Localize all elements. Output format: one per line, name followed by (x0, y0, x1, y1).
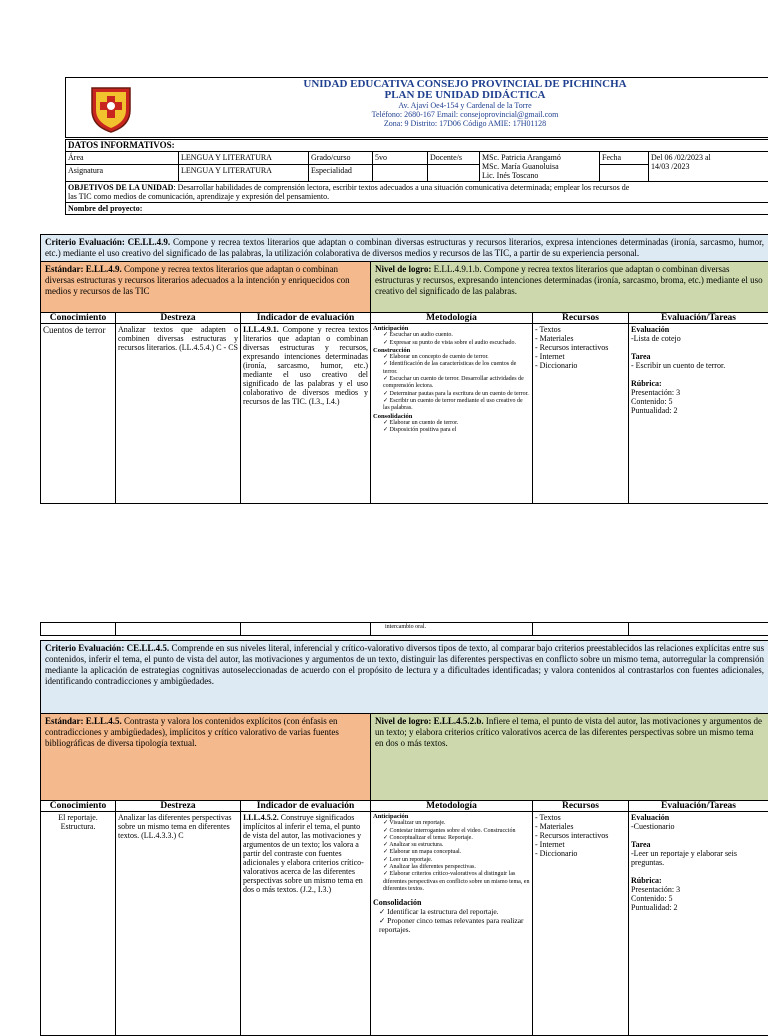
col-metodologia: Metodología (371, 313, 533, 324)
criterion-2-label: Criterio Evaluación: CE.LL.4.5. (45, 643, 169, 653)
grade-value: 5vo (373, 152, 428, 165)
row2-indicador-text: Construye significados implícitos al inferir el tema, el punto de vista del autor, las motivaciones y argumentos de un texto; los valora a partir del contraste con fuentes adicionales y elabora criterios crítico-valorativos acerca de las diferentes perspectivas sobre un mismo tema en dos o más textos. (J.2., I.3.) (243, 813, 364, 894)
date-value (649, 152, 768, 182)
criterion-2-text: Comprende en sus niveles literal, inferencial y crítico-valorativo diversos tipos de texto, al comparar bajo criterios preestablecidos las relaciones explícitas entre sus contenidos, inferir el tema, el punto de vista del autor, las motivaciones y argumentos de un texto, distinguir las diferentes perspectivas en conflicto sobre un mismo tema, autorregular la comprensión mediante la aplicación de estrategias cognitivas autoseleccionadas de acuerdo con el propósito de lectura y a dificultades identificadas; y valora contenidos al contrastarlos con fuentes adicionales, identificando contradicciones y ambigüedades. (45, 643, 764, 686)
criterion-2 (41, 641, 768, 714)
teacher-3: Lic. Inés Toscano (482, 171, 597, 180)
cont-col-1 (41, 623, 116, 636)
info-table (65, 139, 768, 215)
teachers-value (480, 152, 600, 182)
row1-rubric-2: Puntualidad: 2 (631, 406, 766, 415)
row2-rubric-0: Presentación: 3 (631, 885, 766, 894)
school-name: UNIDAD EDUCATIVA CONSEJO PROVINCIAL DE PICHINCHA (230, 79, 700, 90)
row1-rubric-0: Presentación: 3 (631, 388, 766, 397)
area-value: LENGUA Y LITERATURA (179, 152, 309, 165)
row2-consolidacion-0: ✓ Identificar la estructura del reportaje. (373, 907, 530, 916)
row2-met-1: ✓ Visualizar un reportaje. (373, 820, 530, 827)
school-address: Av. Ajaví Oe4-154 y Cardenal de la Torre (230, 101, 700, 110)
date-end: 14/03 /2023 (651, 162, 766, 171)
col-indicador: Indicador de evaluación (241, 313, 371, 324)
cont-col-5 (533, 623, 629, 636)
area-label: Área (66, 152, 179, 165)
row2-rubric-label: Rúbrica: (631, 876, 766, 885)
row2-task-value: -Leer un reportaje y elaborar seis preguntas. (631, 849, 766, 867)
row1-met-10: ✓ Elaborar un cuento de terror. (373, 420, 530, 427)
level-2 (371, 714, 768, 801)
school-contact: Teléfono: 2680-167 Email: consejoprovincial@gmail.com (230, 110, 700, 119)
cont-col-3 (241, 623, 371, 636)
row1-rubric-1: Contenido: 5 (631, 397, 766, 406)
level-1-label: Nivel de logro: (375, 264, 431, 274)
row1-met-11: ✓ Disposición positiva para el (373, 427, 530, 434)
row2-rubric-1: Contenido: 5 (631, 894, 766, 903)
col2-evaluacion: Evaluación/Tareas (629, 801, 768, 812)
row2-res-1: - Materiales (535, 822, 626, 831)
cont-col-6 (629, 623, 768, 636)
level-1-text: E.LL.4.9.1.b. Compone y recrea textos literarios que adaptan o combinan diversas estructuras y recursos, expresando intenciones determinadas (ironía, sarcasmo, broma, etc.) mediante el uso creativo del significado de las palabras. (375, 264, 763, 296)
cont-metodologia: intercambio oral. (371, 623, 533, 636)
row2-met-8: ✓ Elaborar criterios crítico-valorativos al distinguir las diferentes perspectivas en conflicto sobre un mismo tema, en diferentes textos. (373, 871, 530, 893)
criterion-block-1 (40, 234, 768, 504)
teacher-1: MSc. Patricia Arangamó (482, 153, 597, 162)
col2-metodologia: Metodología (371, 801, 533, 812)
col-recursos: Recursos (533, 313, 629, 324)
row1-met-3: Construcción (373, 347, 530, 354)
row2-res-0: - Textos (535, 813, 626, 822)
standard-2 (41, 714, 371, 801)
continuation-row (40, 622, 768, 636)
col-destreza: Destreza (116, 313, 241, 324)
objectives-text: : Desarrollar habilidades de comprensión lectora, escribir textos adecuados a una situación comunicativa determinada; emplear los recursos de (173, 183, 629, 192)
objectives-row (66, 182, 768, 203)
date-start: Del 06 /02/2023 al (651, 153, 766, 162)
row2-metodologia (371, 812, 533, 1036)
school-shield-logo (88, 84, 134, 134)
standard-1-label: Estándar: E.LL.4.9. (45, 264, 122, 274)
row1-met-9: Consolidación (373, 413, 530, 420)
row2-eval-label: Evaluación (631, 813, 766, 822)
row1-metodologia (371, 324, 533, 504)
col2-recursos: Recursos (533, 801, 629, 812)
row2-res-3: - Internet (535, 840, 626, 849)
level-2-text: Infiere el tema, el punto de vista del autor, las motivaciones y argumentos de un texto; y elabora criterios crítico valorativos acerca de las diferentes perspectivas sobre un mismo tema en dos o más textos. (375, 716, 762, 748)
row2-met-5: ✓ Elaborar un mapa conceptual. (373, 849, 530, 856)
row1-task-label: Tarea (631, 352, 766, 361)
teacher-2: MSc. María Guanoluisa (482, 162, 597, 171)
row1-met-4: ✓ Elaborar un concepto de cuento de terror. (373, 354, 530, 361)
criterion-block-2 (40, 640, 768, 1036)
teachers-label: Docente/s (428, 152, 480, 165)
school-codes: Zona: 9 Distrito: 17D06 Código AMIE: 17H01128 (230, 119, 700, 128)
row2-rubric-2: Puntualidad: 2 (631, 903, 766, 912)
row2-met-2: ✓ Contestar interrogantes sobre el video. Construcción (373, 828, 530, 835)
standard-1 (41, 262, 371, 313)
row2-indicador-code: I.LL.4.5.2. (243, 813, 279, 822)
standard-2-label: Estándar: E.LL.4.5. (45, 716, 122, 726)
col2-indicador: Indicador de evaluación (241, 801, 371, 812)
document-title: PLAN DE UNIDAD DIDÁCTICA (230, 90, 700, 101)
info-section-title: DATOS INFORMATIVOS: (66, 140, 768, 152)
row1-res-2: - Recursos interactivos (535, 343, 626, 352)
row2-consolidacion-1: ✓ Proponer cinco temas relevantes para realizar reportajes. (373, 916, 530, 934)
subject-value: LENGUA Y LITERATURA (179, 165, 309, 182)
specialty-label: Especialidad (309, 165, 373, 182)
row1-destreza: Analizar textos que adapten o combinen diversas estructuras y recursos literarios. (LL.4.5.4.) C - CS (116, 324, 241, 504)
specialty-value (373, 165, 428, 182)
row1-evaluacion (629, 324, 768, 504)
row1-eval-value: -Lista de cotejo (631, 334, 766, 343)
row2-destreza: Analizar las diferentes perspectivas sobre un mismo tema en diferentes textos. (LL.4.3.3.) C (116, 812, 241, 1036)
row1-met-7: ✓ Determinar pautas para la escritura de un cuento de terror. (373, 391, 530, 398)
level-2-label: Nivel de logro: E.LL.4.5.2.b. (375, 716, 484, 726)
row1-met-8: ✓ Escribir un cuento de terror mediante el uso creativo de las palabras. (373, 398, 530, 413)
row1-task-value: - Escribir un cuento de terror. (631, 361, 766, 370)
row2-res-2: - Recursos interactivos (535, 831, 626, 840)
objectives-text-2: las TIC como medios de comunicación, aprendizaje y expresión del pensamiento. (68, 192, 329, 201)
row2-evaluacion (629, 812, 768, 1036)
row2-recursos (533, 812, 629, 1036)
row1-eval-label: Evaluación (631, 325, 766, 334)
level-1 (371, 262, 768, 313)
row2-consolidacion-label: Consolidación (373, 899, 530, 906)
standard-1-text: Compone y recrea textos literarios que adaptan o combinan diversas estructuras y recursos literarios adecuados a la intención y enriquecidos con medios y recursos de las TIC (45, 264, 350, 296)
row2-conocimiento: El reportaje. Estructura. (41, 812, 116, 1036)
row1-conocimiento: Cuentos de terror (41, 324, 116, 504)
row1-indicador-text: Compone y recrea textos literarios que adaptan o combinan diversas estructuras y recursos, expresando intenciones determinadas (ironía, sarcasmo, humor, etc.) mediante el uso creativo del significado de las palabras y el uso colaborativo de diversos medios y recursos de las TIC. (I.3., I.4.) (243, 325, 368, 406)
row1-met-0: Anticipación (373, 325, 530, 332)
criterion-1-label: Criterio Evaluación: CE.LL.4.9. (45, 237, 170, 247)
row2-met-3: ✓ Conceptualizar el tema: Reportaje. (373, 835, 530, 842)
row2-res-4: - Diccionario (535, 849, 626, 858)
row1-recursos (533, 324, 629, 504)
col-evaluacion: Evaluación/Tareas (629, 313, 768, 324)
row1-indicador-code: I.LL.4.9.1. (243, 325, 279, 334)
date-spacer (600, 165, 649, 182)
row1-indicador (241, 324, 371, 504)
date-label: Fecha (600, 152, 649, 165)
row1-met-5: ✓ Identificación de las características de los cuentos de terror. (373, 361, 530, 376)
criterion-1 (41, 235, 768, 262)
standard-2-text: Contrasta y valora los contenidos explícitos (con énfasis en contradicciones y ambigüedades), implícitos y crítico valorativo de varias fuentes bibliográficas de diversa tipología textual. (45, 716, 339, 748)
project-name-label: Nombre del proyecto: (66, 203, 768, 215)
row1-met-2: ✓ Expresar su punto de vista sobre el audio escuchado. (373, 340, 530, 347)
school-heading (230, 79, 700, 128)
row1-res-1: - Materiales (535, 334, 626, 343)
criterion-1-text: Compone y recrea textos literarios que adaptan o combinan diversas estructuras y recursos literarios, expresa intenciones determinadas (ironía, sarcasmo, humor, etc.) mediante el uso creativo del significado de las palabras, la utilización colaborativa de diversos medios y recursos de las TIC, a partir de su experiencia personal. (45, 237, 764, 258)
row2-met-6: ✓ Leer un reportaje. (373, 857, 530, 864)
row1-res-0: - Textos (535, 325, 626, 334)
row2-indicador (241, 812, 371, 1036)
col-conocimiento: Conocimiento (41, 313, 116, 324)
grade-label: Grado/curso (309, 152, 373, 165)
row2-met-0: Anticipación (373, 813, 530, 820)
row2-eval-value: -Cuestionario (631, 822, 766, 831)
row1-met-6: ✓ Escuchar un cuento de terror. Desarrollar actividades de comprensión lectora. (373, 376, 530, 391)
col2-destreza: Destreza (116, 801, 241, 812)
col2-conocimiento: Conocimiento (41, 801, 116, 812)
row2-task-label: Tarea (631, 840, 766, 849)
teachers-spacer (428, 165, 480, 182)
row1-met-1: ✓ Escuchar un audio cuento. (373, 332, 530, 339)
row2-met-4: ✓ Analizar su estructura. (373, 842, 530, 849)
subject-label: Asignatura (66, 165, 179, 182)
row1-rubric-label: Rúbrica: (631, 379, 766, 388)
row2-met-7: ✓ Analizar las diferentes perspectivas. (373, 864, 530, 871)
objectives-label: OBJETIVOS DE LA UNIDAD (68, 183, 173, 192)
cont-col-2 (116, 623, 241, 636)
row1-res-4: - Diccionario (535, 361, 626, 370)
row1-res-3: - Internet (535, 352, 626, 361)
